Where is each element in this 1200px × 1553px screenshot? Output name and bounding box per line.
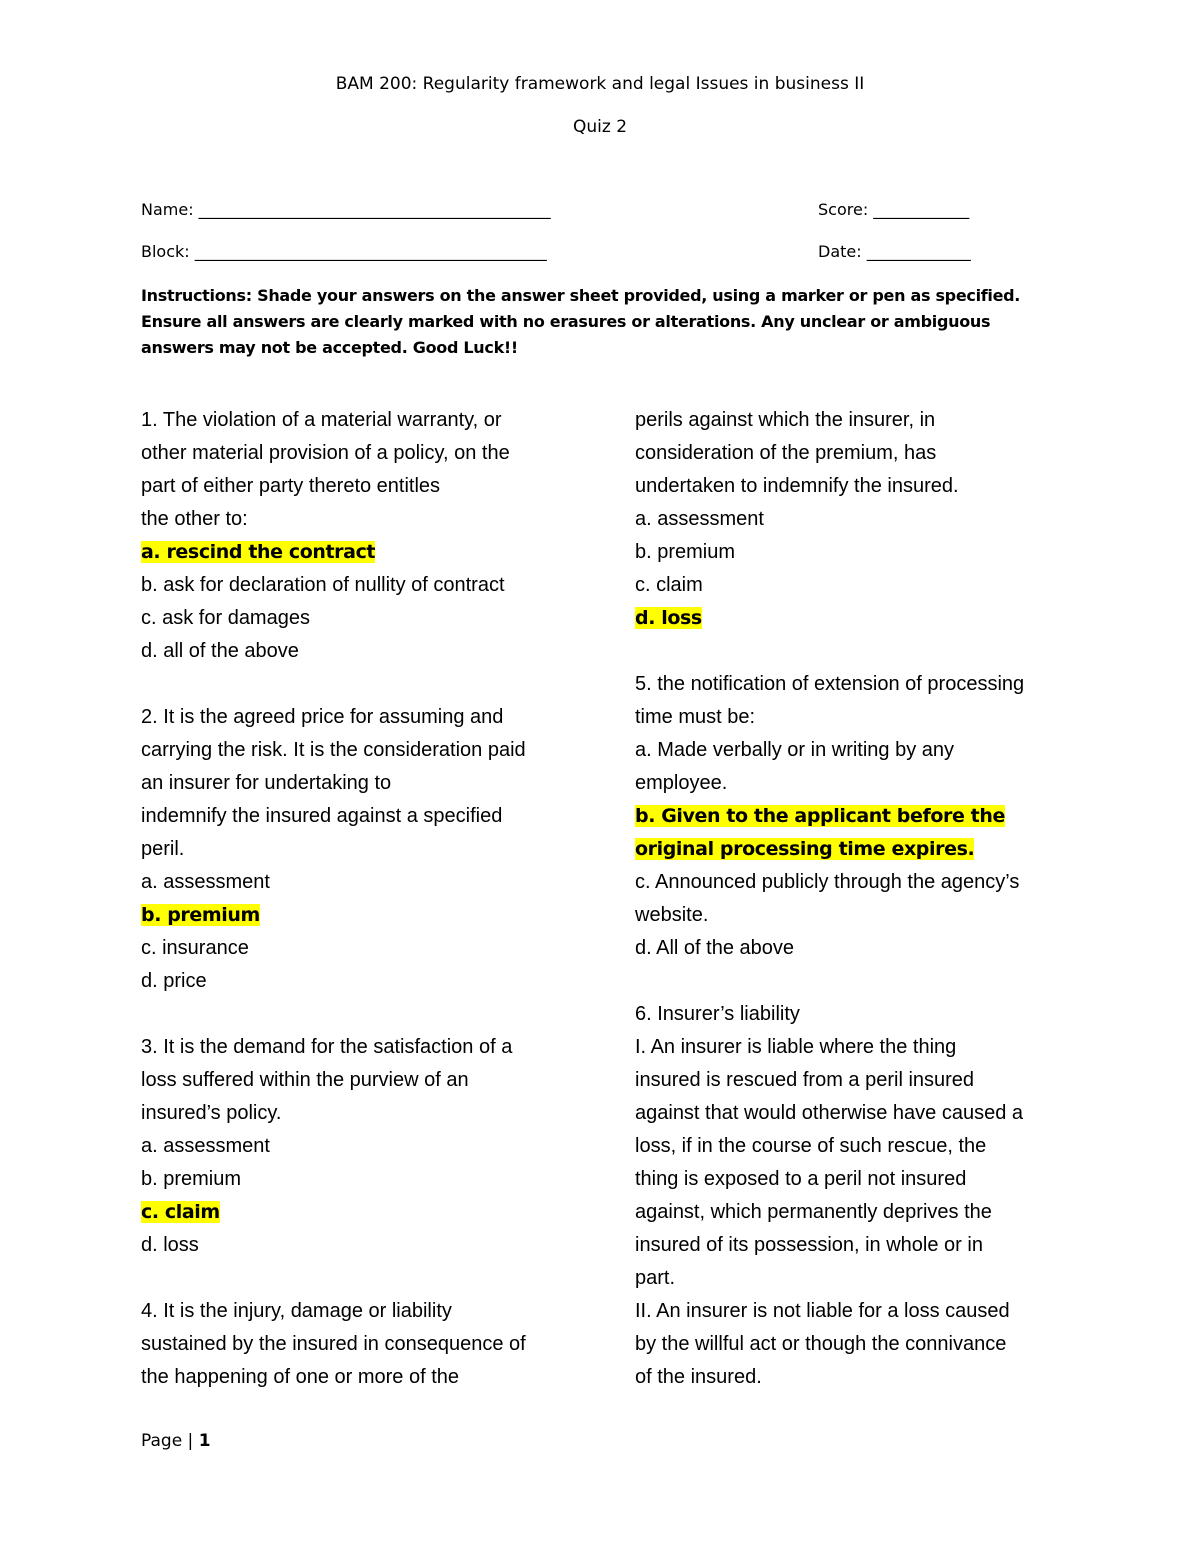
highlighted-answer: a. rescind the contract [141,541,376,563]
answer-option [635,833,1080,866]
highlighted-answer: c. claim [141,1201,220,1223]
question-1 [141,404,581,668]
instructions [141,283,1041,361]
question-stem-line: carrying the risk. It is the consideration paid [141,739,526,761]
spacer [141,668,581,701]
left-column [141,404,581,1394]
answer-option: c. Announced publicly through the agency’s [635,871,1020,893]
statement-line: against, which permanently deprives the [635,1201,992,1223]
page-footer [141,1430,211,1452]
question-stem-line: other material provision of a policy, on the [141,442,510,464]
answer-option: b. premium [141,1168,242,1190]
question-stem-line: sustained by the insured in consequence of [141,1333,526,1355]
answer-option: c. insurance [141,937,249,959]
question-stem-line: part of either party thereto entitles [141,475,441,497]
instructions-line: Ensure all answers are clearly marked with no erasures or alterations. Any unclear or ambiguous [141,312,991,331]
answer-option: a. Made verbally or in writing by any [635,739,955,761]
spacer [141,1262,581,1295]
question-4-start [141,1295,581,1394]
answer-option: b. ask for declaration of nullity of contract [141,574,505,596]
question-stem-line: time must be: [635,706,756,728]
page-number: 1 [198,1431,211,1451]
statement-line: by the willful act or though the connivance [635,1333,1007,1355]
answer-option [141,536,581,569]
answer-option: b. premium [635,541,736,563]
answer-option: website. [635,904,709,926]
question-stem-line: 1. The violation of a material warranty, or [141,409,502,431]
answer-option: d. all of the above [141,640,299,662]
answer-option: d. All of the above [635,937,795,959]
question-stem-line: loss suffered within the purview of an [141,1069,469,1091]
question-stem-line: insured’s policy. [141,1102,282,1124]
highlighted-answer: original processing time expires. [635,838,975,860]
statement-line: thing is exposed to a peril not insured [635,1168,967,1190]
question-stem-line: 5. the notification of extension of processing [635,673,1025,695]
answer-option: d. loss [141,1234,199,1256]
answer-option [635,800,1080,833]
question-2 [141,701,581,998]
instructions-line: Instructions: Shade your answers on the answer sheet provided, using a marker or pen as specified. [141,286,1021,305]
spacer [635,635,1080,668]
spacer [141,998,581,1031]
date-field: Date: _____________ [818,242,971,261]
question-6 [635,998,1080,1394]
question-stem-line: the happening of one or more of the [141,1366,460,1388]
name-field: Name: ____________________________________________ [141,200,551,219]
statement-line: part. [635,1267,676,1289]
statement-line: loss, if in the course of such rescue, the [635,1135,987,1157]
answer-option: a. assessment [141,871,270,893]
question-5 [635,668,1080,965]
answer-option: d. price [141,970,207,992]
answer-option: a. assessment [141,1135,270,1157]
answer-option [141,1196,581,1229]
score-field: Score: ____________ [818,200,970,219]
statement-line: against that would otherwise have caused a [635,1102,1024,1124]
right-column [635,404,1080,1394]
statement-line: II. An insurer is not liable for a loss caused [635,1300,1010,1322]
answer-option: a. assessment [635,508,764,530]
question-4-continued [635,404,1080,635]
quiz-title: Quiz 2 [572,117,628,137]
answer-option: c. ask for damages [141,607,310,629]
question-stem-line: an insurer for undertaking to [141,772,392,794]
question-title: 6. Insurer’s liability [635,1003,800,1025]
question-stem-line: peril. [141,838,185,860]
answer-option [141,899,581,932]
page-label: Page | [141,1431,194,1451]
statement-line: insured of its possession, in whole or in [635,1234,983,1256]
block-field: Block: ____________________________________________ [141,242,547,261]
highlighted-answer: d. loss [635,607,702,629]
question-stem-line: undertaken to indemnify the insured. [635,475,959,497]
question-3 [141,1031,581,1262]
spacer [635,965,1080,998]
question-stem-line: indemnify the insured against a specified [141,805,503,827]
statement-line: I. An insurer is liable where the thing [635,1036,957,1058]
statement-line: of the insured. [635,1366,762,1388]
highlighted-answer: b. Given to the applicant before the [635,805,1005,827]
course-title: BAM 200: Regularity framework and legal Issues in business II [335,74,865,94]
statement-line: insured is rescued from a peril insured [635,1069,975,1091]
question-stem-line: 4. It is the injury, damage or liability [141,1300,452,1322]
highlighted-answer: b. premium [141,904,260,926]
answer-option: c. claim [635,574,703,596]
question-stem-line: 2. It is the agreed price for assuming and [141,706,504,728]
question-stem-line: perils against which the insurer, in [635,409,936,431]
instructions-line: answers may not be accepted. Good Luck!! [141,338,518,357]
question-stem-line: consideration of the premium, has [635,442,937,464]
question-stem-line: 3. It is the demand for the satisfaction of a [141,1036,513,1058]
answer-option: employee. [635,772,728,794]
answer-option [635,602,1080,635]
question-stem-line: the other to: [141,508,248,530]
